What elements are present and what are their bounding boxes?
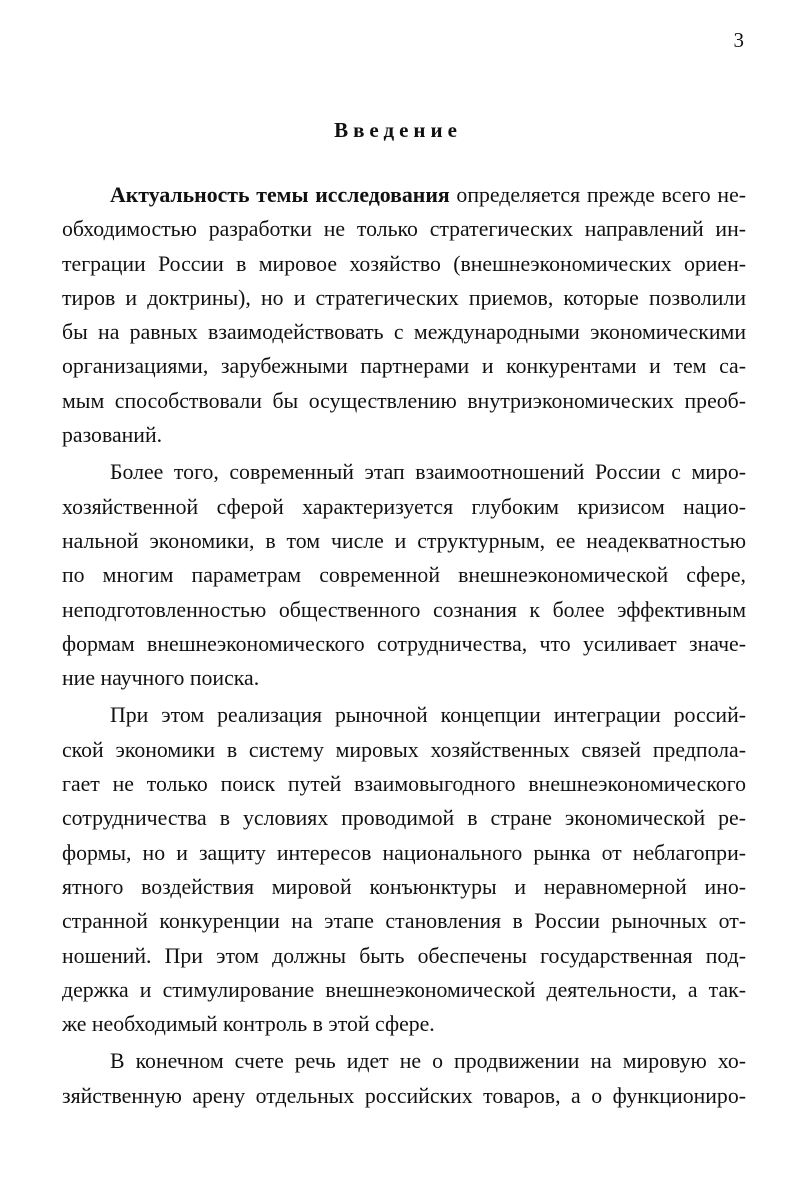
text-line: Актуальность темы исследования определяется прежде всего не- bbox=[110, 183, 747, 207]
text-line: ношений. При этом должны быть обеспечены государственная под- bbox=[62, 943, 746, 968]
text-line: Более того, современный этап взаимоотношений России с миро- bbox=[110, 460, 746, 485]
section-title: Введение bbox=[334, 118, 462, 142]
text-line: странной конкуренции на этапе становления в России рыночных от- bbox=[62, 909, 746, 934]
text-line: формы, но и защиту интересов национального рынка от неблагопри- bbox=[62, 840, 746, 865]
text-line: гает не только поиск путей взаимовыгодного внешнеэкономического bbox=[62, 772, 746, 797]
text-line: сотрудничества в условиях проводимой в стране экономической ре- bbox=[62, 806, 746, 831]
text-line: тиров и доктрины), но и стратегических приемов, которые позволили bbox=[62, 285, 746, 310]
text-line: по многим параметрам современной внешнеэкономической сфере, bbox=[62, 563, 746, 588]
text-line: При этом реализация рыночной концепции интеграции россий- bbox=[110, 703, 746, 728]
paragraph-market-concept bbox=[62, 698, 746, 1041]
text-line: организациями, зарубежными партнерами и конкурентами и тем са- bbox=[62, 354, 746, 379]
paragraph-crisis bbox=[62, 455, 746, 695]
text-line: ятного воздействия мировой конъюнктуры и неравномерной ино- bbox=[62, 874, 746, 899]
text-line: неподготовленностью общественного сознания к более эффективным bbox=[62, 597, 746, 622]
text-line: мым способствовали бы осуществлению внутриэкономических преоб- bbox=[62, 388, 746, 413]
text-line: бы на равных взаимодействовать с международными экономическими bbox=[62, 320, 746, 345]
paragraph-conclusion bbox=[62, 1044, 746, 1113]
text-line: формам внешнеэкономического сотрудничества, что усиливает значе- bbox=[62, 631, 746, 656]
text-line: же необходимый контроль в этой сфере. bbox=[62, 1012, 435, 1037]
text-line: теграции России в мировое хозяйство (внешнеэкономических ориен- bbox=[62, 251, 746, 276]
relevance-heading: Актуальность темы исследования bbox=[110, 183, 450, 207]
text-line: нальной экономики, в том числе и структурным, ее неадекватностью bbox=[62, 528, 746, 553]
text-line: зяйственную арену отдельных российских товаров, а о функциониро- bbox=[62, 1083, 746, 1108]
body-text bbox=[62, 178, 746, 1113]
text-line: хозяйственной сферой характеризуется глубоким кризисом нацио- bbox=[62, 494, 746, 519]
page-number: 3 bbox=[733, 28, 744, 52]
text-line: ние научного поиска. bbox=[62, 666, 260, 691]
text-line: разований. bbox=[62, 423, 163, 448]
text-line: В конечном счете речь идет не о продвижении на мировую хо- bbox=[110, 1049, 746, 1074]
text-line: обходимостью разработки не только стратегических направлений ин- bbox=[62, 217, 746, 242]
text-line: ской экономики в систему мировых хозяйственных связей предпола- bbox=[62, 737, 746, 762]
text-line: держка и стимулирование внешнеэкономической деятельности, а так- bbox=[62, 977, 746, 1002]
paragraph-relevance bbox=[62, 178, 746, 452]
